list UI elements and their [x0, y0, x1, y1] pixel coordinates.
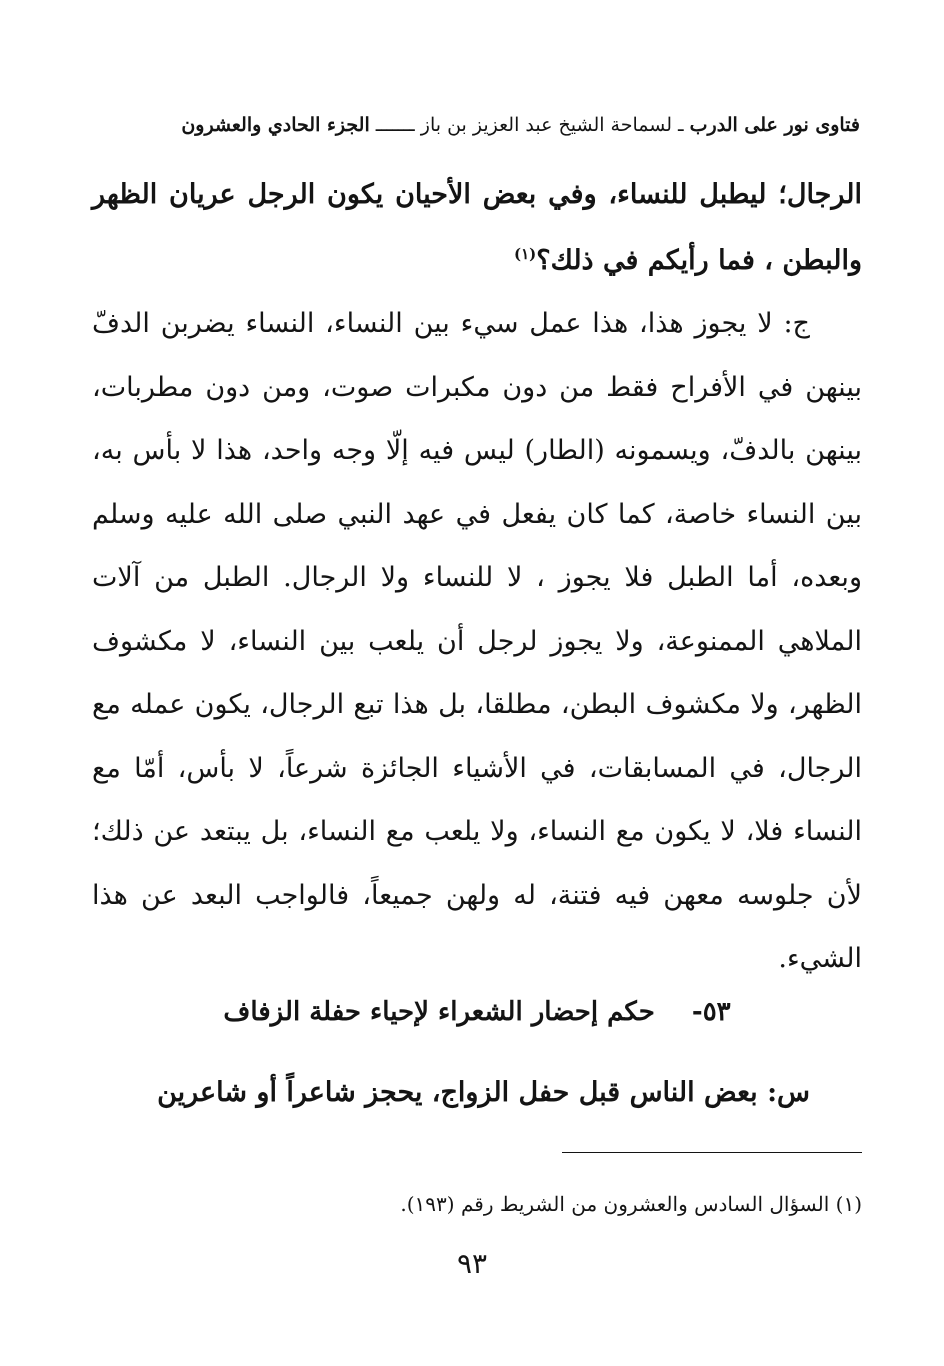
header-separator: ـــــــ: [375, 114, 415, 136]
next-question: [92, 1063, 862, 1123]
section-heading: [92, 990, 862, 1034]
section-title-text: حكم إحضار الشعراء لإحياء حفلة الزفاف: [223, 997, 655, 1027]
footnote: [92, 1188, 862, 1220]
footnote-marker: (١): [513, 245, 537, 263]
section-number: ٥٣-: [691, 997, 731, 1027]
answer-paragraph: [92, 292, 862, 991]
page-number: ٩٣: [456, 1247, 488, 1280]
question-continued-text: الرجال؛ ليطبل للنساء، وفي بعض الأحيان يكون الرجل عريان الظهر والبطن ، فما رأيكم في ذلك؟: [92, 179, 862, 276]
footnote-text: (١) السؤال السادس والعشرون من الشريط رقم (١٩٣).: [400, 1192, 862, 1216]
volume-label: الجزء الحادي والعشرون: [181, 114, 370, 136]
book-title: فتاوى نور على الدرب: [689, 114, 860, 136]
question-continued: [92, 162, 862, 294]
next-question-text: س: بعض الناس قبل حفل الزواج، يحجز شاعراً أو شاعرين: [157, 1077, 810, 1108]
answer-text: ج: لا يجوز هذا، هذا عمل سيء بين النساء، النساء يضربن الدفّ بينهن في الأفراح فقط من دون مكبرات صوت، ومن دون مطربات، بينهن بالدفّ، ويسمونه (الطار) ليس فيه إلّا وجه واحد، هذا لا بأس به، بين النساء خاصة، كما كان يفعل في عهد النبي صلى الله عليه وسلم وبعده، أما الطبل فلا يجوز ، لا للنساء ولا الرجال. الطبل من آلات الملاهي الممنوعة، ولا يجوز لرجل أن يلعب بين النساء، لا مكشوف الظهر، ولا مكشوف البطن، مطلقا، بل هذا تبع الرجال، يكون عمله مع الرجال، في المسابقات، في الأشياء الجائزة شرعاً، لا بأس، أمّا مع النساء فلا، لا يكون مع النساء، ولا يلعب مع النساء، بل يبتعد عن ذلك؛ لأن جلوسه معهن فيه فتنة، له ولهن جميعاً، فالواجب البعد عن هذا الشيء.: [92, 308, 862, 974]
footnote-separator: [562, 1152, 862, 1153]
author-name: ـ لسماحة الشيخ عبد العزيز بن باز: [420, 114, 684, 136]
running-header: [92, 110, 860, 140]
